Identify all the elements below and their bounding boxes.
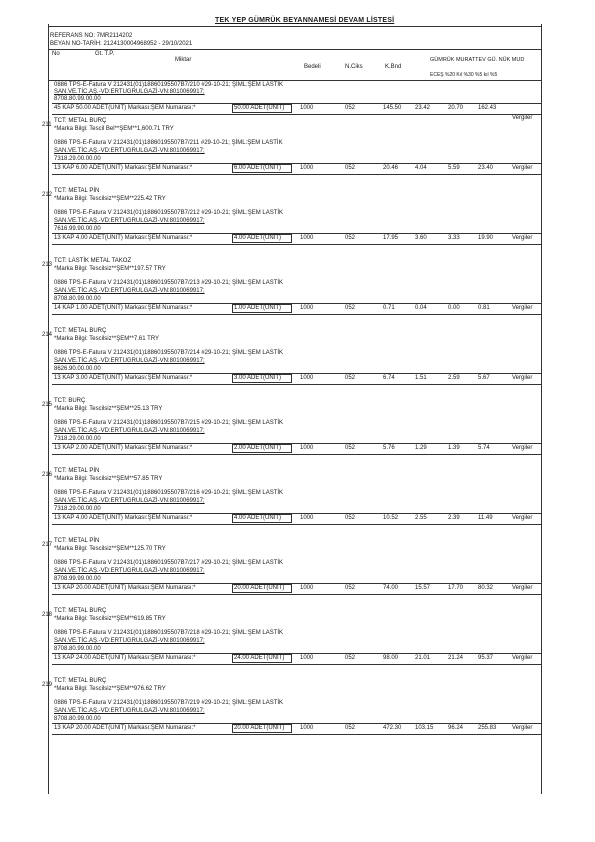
item-separator: [52, 163, 541, 164]
item-number: 219: [42, 682, 53, 688]
item-value-1: 472.30: [383, 725, 402, 731]
item-bedel: 1000: [300, 305, 314, 311]
item-value-4: 5.67: [478, 375, 490, 381]
item-fatura: 0886 TPS-E-Fatura V 212431(01)18860195507B7/215 #29-10-21; ŞİML:ŞEM LASTİK: [54, 420, 284, 426]
item-quantity: 3.00 ADET(UNIT): [234, 375, 282, 381]
item-separator: [52, 233, 541, 234]
item-value-3: 0.00: [448, 305, 460, 311]
item-value-2: 103.15: [415, 725, 434, 731]
item-value-2: 15.57: [415, 585, 431, 591]
item-tct: TCT: LASTİK METAL TAKOZ: [54, 258, 132, 264]
item-ncikis: 052: [345, 235, 356, 241]
item-hs-code: 8708.80.99.00.00: [54, 716, 101, 722]
item-value-2: 21.01: [415, 655, 431, 661]
item-bedel: 1000: [300, 725, 314, 731]
item-bedel: 1000: [300, 585, 314, 591]
item-vergiler: Vergiler: [512, 115, 533, 121]
item-value-3: 2.39: [448, 515, 460, 521]
item-hs-code: 8708.80.99.00.00: [54, 296, 101, 302]
item-quantity: 4.00 ADET(UNIT): [234, 235, 282, 241]
item-company: SAN.VE.TİC.AŞ.-VD:ERTUGRULGAZİ-VN:8010069917;: [54, 288, 205, 294]
item-vergiler: Vergiler: [512, 655, 533, 661]
item-ncikis: 052: [345, 585, 356, 591]
col-gumruk: GÜMRÜK MURATTEV GÜ. NÜK MUD: [430, 57, 525, 63]
item-value-4: 95.37: [478, 655, 494, 661]
item-package: 45 KAP 50.00 ADET(UNIT) Markası:ŞEM Numarası:*: [54, 105, 196, 111]
item-hs-code: 7318.29.00.00.00: [54, 436, 101, 442]
item-hs-code: 8626.90.00.00.00: [54, 366, 101, 372]
item-value-1: 74.00: [383, 585, 399, 591]
item-value-2: 23.42: [415, 105, 431, 111]
item-company: SAN.VE.TİC.AŞ.-VD:ERTUGRULGAZİ-VN:8010069917;: [54, 568, 205, 574]
item-tct: TCT: METAL BURÇ: [54, 678, 107, 684]
item-separator: [52, 583, 541, 584]
col-bedel: Bedeli: [304, 64, 321, 70]
item-bedel: 1000: [300, 515, 314, 521]
item-ncikis: 052: [345, 305, 356, 311]
left-border: [48, 24, 49, 794]
col-kbnd: K.Bnd: [385, 64, 402, 70]
item-fatura: 0886 TPS-E-Fatura V 212431(01)18860195507B7/213 #29-10-21; ŞİML:ŞEM LASTİK: [54, 280, 284, 286]
item-bedel: 1000: [300, 235, 314, 241]
item-marka: *Marka Bilgi: Tescilsiz**ŞEM**197.57 TRY: [54, 266, 166, 272]
item-value-1: 17.95: [383, 235, 399, 241]
item-quantity: 20.00 ADET(UNIT): [234, 585, 285, 591]
right-border: [541, 24, 542, 794]
item-ncikis: 052: [345, 725, 356, 731]
item-bottom-line: [52, 114, 541, 115]
item-number: 213: [42, 262, 53, 268]
item-marka: *Marka Bilgi: Tescil Bel**ŞEM**1,600.71 TRY: [54, 126, 174, 132]
item-marka: *Marka Bilgi: Tescilsiz**ŞEM**125.70 TRY: [54, 546, 166, 552]
item-number: 217: [42, 542, 53, 548]
item-marka: *Marka Bilgi: Tescilsiz**ŞEM**7.61 TRY: [54, 336, 160, 342]
item-hs-code: 7318.29.00.00.00: [54, 506, 101, 512]
item-value-3: 3.33: [448, 235, 460, 241]
item-package: 13 KAP 20.00 ADET(UNIT) Markası:ŞEM Numarası:*: [54, 585, 196, 591]
item-value-4: 19.90: [478, 235, 494, 241]
item-company: SAN.VE.TİC.AŞ.-VD:ERTUGRULGAZİ-VN:8010069917;: [54, 638, 205, 644]
item-fatura: 0886 TPS-E-Fatura V 212431(01)18860195507B7/219 #29-10-21; ŞİML:ŞEM LASTİK: [54, 700, 284, 706]
item-quantity: 4.00 ADET(UNIT): [234, 515, 282, 521]
item-number: 214: [42, 332, 53, 338]
item-bedel: 1000: [300, 445, 314, 451]
item-tct: TCT: METAL BURÇ: [54, 328, 107, 334]
item-value-3: 1.39: [448, 445, 460, 451]
col-no: No: [52, 51, 60, 57]
item-number: 211: [42, 122, 52, 128]
declaration-number: BEYAN NO-TARİH: 2124130004968952 - 29/10/2021: [50, 41, 193, 47]
item-bedel: 1000: [300, 655, 314, 661]
item-bottom-line: [52, 174, 541, 175]
item-ncikis: 052: [345, 445, 356, 451]
item-hs-code: 7318.29.00.00.00: [54, 156, 101, 162]
item-value-3: 20.70: [448, 105, 464, 111]
item-quantity: 6.00 ADET(UNIT): [234, 165, 282, 171]
header-divider: [48, 49, 541, 50]
item-ncikis: 052: [345, 655, 356, 661]
item-number: 218: [42, 612, 53, 618]
item-value-3: 2.59: [448, 375, 460, 381]
item-value-4: 0.81: [478, 305, 490, 311]
item-ncikis: 052: [345, 515, 356, 521]
item-number: 215: [42, 402, 53, 408]
item-vergiler: Vergiler: [512, 445, 533, 451]
item-bottom-line: [52, 594, 541, 595]
item-value-1: 20.46: [383, 165, 399, 171]
item-value-2: 3.60: [415, 235, 427, 241]
header-bottom-line: [48, 80, 541, 81]
item-value-1: 98.00: [383, 655, 399, 661]
item-quantity: 50.00 ADET(UNIT): [234, 105, 285, 111]
item-package: 14 KAP 1.00 ADET(UNIT) Markası:ŞEM Numarası:*: [54, 305, 193, 311]
item-fatura: 0886 TPS-E-Fatura V 212431(01)18860195507B7/210 #29-10-21; ŞİML:ŞEM LASTİK: [54, 82, 284, 88]
item-bottom-line: [52, 244, 541, 245]
item-package: 13 KAP 6.00 ADET(UNIT) Markası:ŞEM Numarası:*: [54, 165, 193, 171]
item-company: SAN.VE.TİC.AŞ.-VD:ERTUGRULGAZİ-VN:8010069917;: [54, 498, 205, 504]
item-bedel: 1000: [300, 375, 314, 381]
item-package: 13 KAP 4.00 ADET(UNIT) Markası:ŞEM Numarası:*: [54, 235, 193, 241]
item-ncikis: 052: [345, 375, 356, 381]
item-ncikis: 052: [345, 105, 356, 111]
item-value-2: 1.29: [415, 445, 427, 451]
item-vergiler: Vergiler: [512, 375, 533, 381]
item-tct: TCT: METAL BURÇ: [54, 608, 107, 614]
item-package: 13 KAP 24.00 ADET(UNIT) Markası:ŞEM Numarası:*: [54, 655, 196, 661]
item-hs-code: 8708.99.99.00.00: [54, 576, 101, 582]
item-number: 216: [42, 472, 53, 478]
item-separator: [52, 303, 541, 304]
item-marka: *Marka Bilgi: Tescilsiz**ŞEM**619.85 TRY: [54, 616, 166, 622]
item-tct: TCT: METAL PİN: [54, 538, 100, 544]
item-marka: *Marka Bilgi: Tescilsiz**ŞEM**225.42 TRY: [54, 196, 166, 202]
item-separator: [52, 513, 541, 514]
item-hs-code: 8708.80.99.00.00: [54, 96, 101, 102]
item-separator: [52, 373, 541, 374]
top-border: [48, 26, 541, 27]
item-quantity: 20.00 ADET(UNIT): [234, 725, 285, 731]
item-quantity: 1.00 ADET(UNIT): [234, 305, 282, 311]
item-separator: [52, 653, 541, 654]
item-value-4: 23.40: [478, 165, 494, 171]
item-value-3: 96.24: [448, 725, 464, 731]
item-package: 13 KAP 3.00 ADET(UNIT) Markası:ŞEM Numarası:*: [54, 375, 193, 381]
item-value-2: 1.51: [415, 375, 427, 381]
item-value-2: 0.04: [415, 305, 427, 311]
item-value-1: 6.74: [383, 375, 395, 381]
item-value-4: 5.74: [478, 445, 490, 451]
item-value-4: 162.43: [478, 105, 497, 111]
item-vergiler: Vergiler: [512, 585, 533, 591]
item-company: SAN.VE.TİC.AŞ.-VD:ERTUGRULGAZİ-VN:8010069917;: [54, 708, 205, 714]
col-miktar: Miktar: [175, 57, 192, 63]
item-hs-code: 7616.99.90.00.00: [54, 226, 101, 232]
item-company: SAN.VE.TİC.AŞ.-VD:ERTUGRULGAZİ-VN:8010069917;: [54, 428, 205, 434]
col-ncikis: N.Ciks: [345, 64, 363, 70]
item-value-1: 0.71: [383, 305, 395, 311]
item-fatura: 0886 TPS-E-Fatura V 212431(01)18860195507B7/212 #29-10-21; ŞİML:ŞEM LASTİK: [54, 210, 284, 216]
item-package: 13 KAP 20.00 ADET(UNIT) Markası:ŞEM Numarası:*: [54, 725, 196, 731]
item-value-3: 17.70: [448, 585, 464, 591]
item-tct: TCT: METAL PİN: [54, 188, 100, 194]
item-separator: [52, 103, 541, 104]
item-fatura: 0886 TPS-E-Fatura V 212431(01)18860195507B7/217 #29-10-21; ŞİML:ŞEM LASTİK: [54, 560, 284, 566]
item-value-4: 80.32: [478, 585, 494, 591]
item-value-4: 11.49: [478, 515, 493, 521]
item-separator: [52, 723, 541, 724]
item-bottom-line: [52, 664, 541, 665]
item-fatura: 0886 TPS-E-Fatura V 212431(01)18860195507B7/211 #29-10-21; ŞİML:ŞEM LASTİK: [54, 140, 283, 146]
item-value-1: 5.76: [383, 445, 395, 451]
item-bottom-line: [52, 314, 541, 315]
item-company: SAN.VE.TİC.AŞ.-VD:ERTUGRULGAZİ-VN:8010069917;: [54, 89, 205, 95]
item-marka: *Marka Bilgi: Tescilsiz**ŞEM**57.85 TRY: [54, 476, 163, 482]
item-vergiler: Vergiler: [512, 235, 533, 241]
item-hs-code: 8708.80.99.00.00: [54, 646, 101, 652]
item-bottom-line: [52, 734, 541, 735]
item-value-3: 5.59: [448, 165, 460, 171]
item-value-3: 21.24: [448, 655, 464, 661]
item-vergiler: Vergiler: [512, 515, 533, 521]
item-vergiler: Vergiler: [512, 305, 533, 311]
item-value-2: 4.04: [415, 165, 427, 171]
item-fatura: 0886 TPS-E-Fatura V 212431(01)18860195507B7/216 #29-10-21; ŞİML:ŞEM LASTİK: [54, 490, 284, 496]
item-bottom-line: [52, 454, 541, 455]
item-package: 13 KAP 4.00 ADET(UNIT) Markası:ŞEM Numarası:*: [54, 515, 193, 521]
item-company: SAN.VE.TİC.AŞ.-VD:ERTUGRULGAZİ-VN:8010069917;: [54, 358, 205, 364]
item-tct: TCT: METAL PİN: [54, 468, 100, 474]
reference-number: REFERANS NO: 7MR2114202: [50, 33, 133, 39]
item-value-2: 2.55: [415, 515, 427, 521]
item-bedel: 1000: [300, 165, 314, 171]
item-company: SAN.VE.TİC.AŞ.-VD:ERTUGRULGAZİ-VN:8010069917;: [54, 218, 205, 224]
item-quantity: 2.00 ADET(UNIT): [234, 445, 282, 451]
item-package: 13 KAP 2.00 ADET(UNIT) Markası:ŞEM Numarası:*: [54, 445, 193, 451]
item-fatura: 0886 TPS-E-Fatura V 212431(01)18860195507B7/218 #29-10-21; ŞİML:ŞEM LASTİK: [54, 630, 284, 636]
item-vergiler: Vergiler: [512, 165, 533, 171]
item-ncikis: 052: [345, 165, 356, 171]
col-gtip: Gt. T.P.: [95, 51, 115, 57]
item-value-1: 10.52: [383, 515, 399, 521]
item-quantity: 24.00 ADET(UNIT): [234, 655, 285, 661]
item-fatura: 0886 TPS-E-Fatura V 212431(01)18860195507B7/214 #29-10-21; ŞİML:ŞEM LASTİK: [54, 350, 284, 356]
item-marka: *Marka Bilgi: Tescilsiz**ŞEM**25.13 TRY: [54, 406, 163, 412]
item-bottom-line: [52, 384, 541, 385]
item-company: SAN.VE.TİC.AŞ.-VD:ERTUGRULGAZİ-VN:8010069917;: [54, 148, 205, 154]
item-separator: [52, 443, 541, 444]
item-vergiler: Vergiler: [512, 725, 533, 731]
item-bottom-line: [52, 524, 541, 525]
item-tct: TCT: METAL BURÇ: [54, 118, 107, 124]
item-value-1: 145.50: [383, 105, 402, 111]
item-bedel: 1000: [300, 105, 314, 111]
item-number: 212: [42, 192, 53, 198]
item-tct: TCT: BURÇ: [54, 398, 86, 404]
item-marka: *Marka Bilgi: Tescilsiz**ŞEM**976.62 TRY: [54, 686, 166, 692]
item-value-4: 255.83: [478, 725, 497, 731]
col-sub: ECEŞ %20 Kıl %30 %5 kıl %5: [430, 72, 498, 78]
document-title: TEK YEP GÜMRÜK BEYANNAMESİ DEVAM LİSTESİ: [215, 17, 395, 24]
